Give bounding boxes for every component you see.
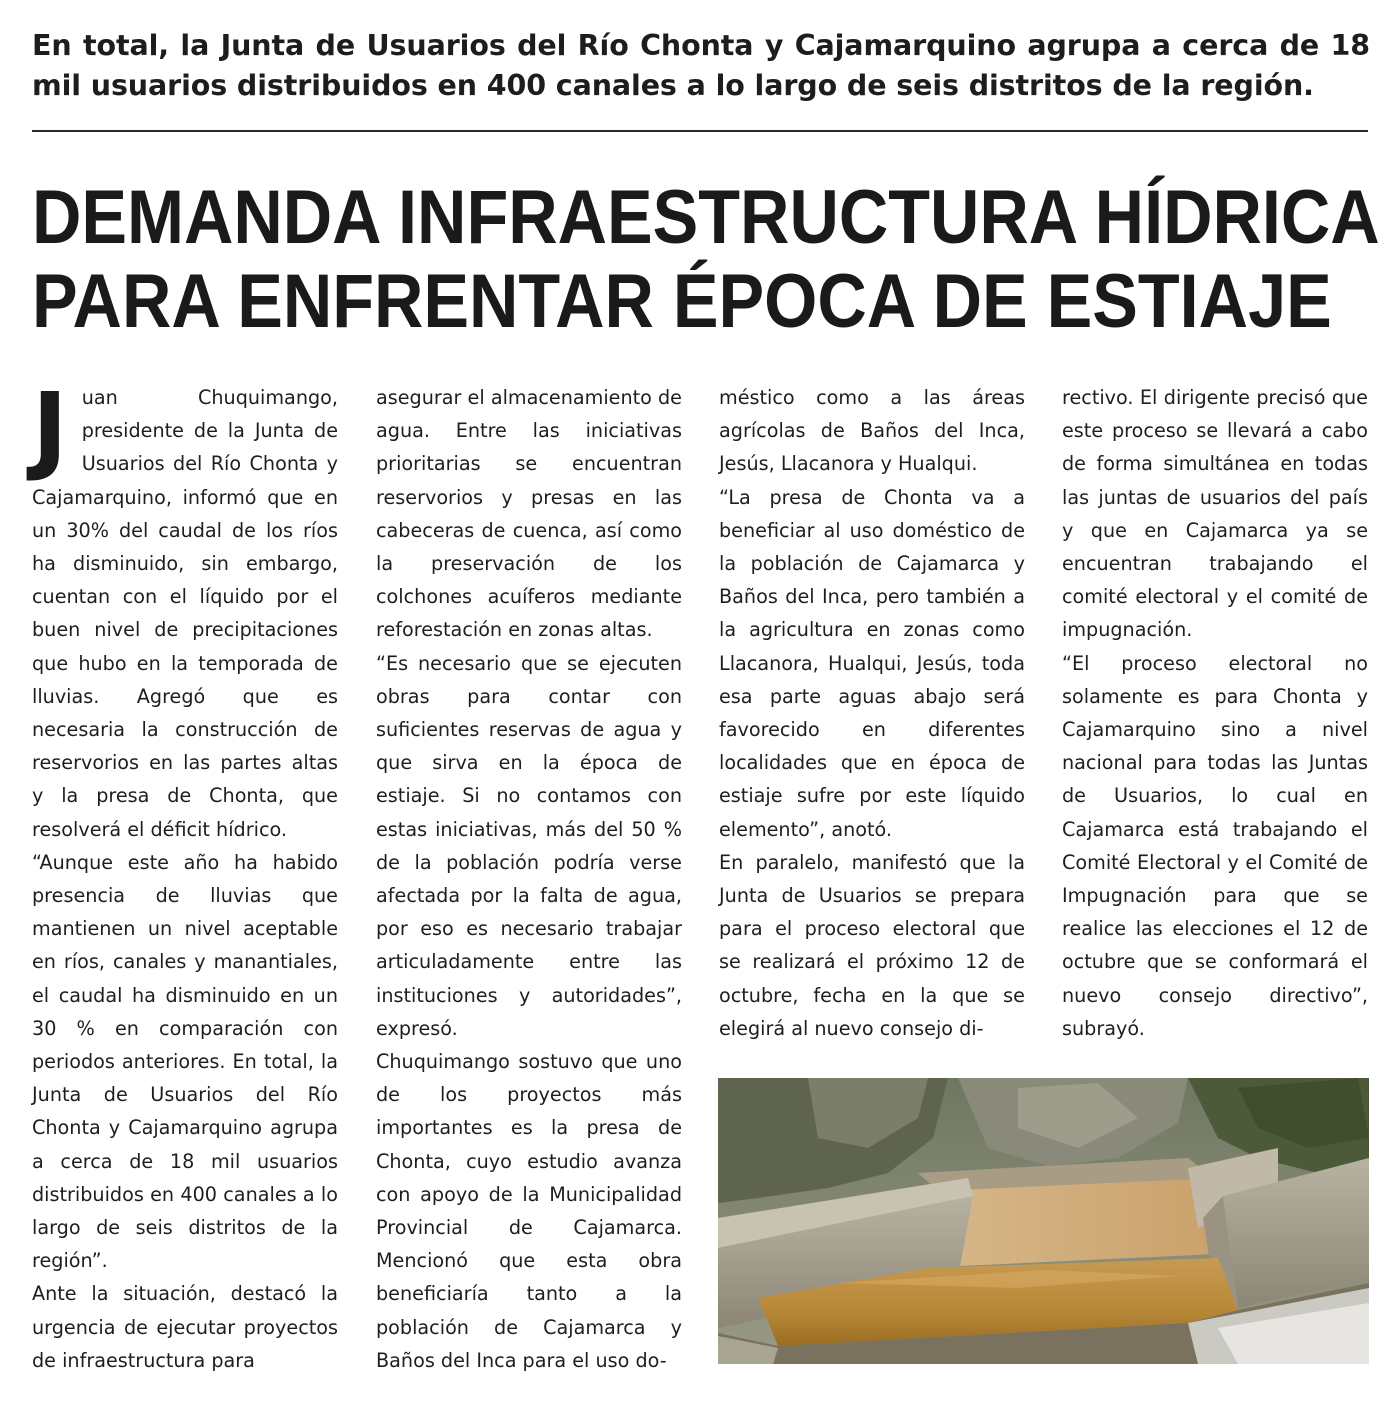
- article-paragraph: “La presa de Chonta va a beneficiar al uso doméstico de la población de Cajamarca y Baños del Inca, pero también a la agricultura en zonas como Llacanora, Hualqui, Jesús, toda esa parte aguas abajo será favorecido en diferentes localidades que en época de estiaje sufre por este líquido elemento”, anotó.: [719, 485, 1025, 841]
- article-paragraph: [32, 372, 338, 846]
- headline-line-2: PARA ENFRENTAR ÉPOCA DE ESTIAJE: [32, 259, 1332, 344]
- article-column-2: [376, 381, 682, 1377]
- article-paragraph: En paralelo, manifestó que la Junta de Usuarios se prepara para el proceso electoral que se realizará el próximo 12 de octubre, fecha en la que se elegirá al nuevo consejo di-: [719, 850, 1025, 1040]
- headline-line-1: DEMANDA INFRAESTRUCTURA HÍDRICA: [32, 175, 1380, 260]
- article-paragraph: “Aunque este año ha habido presencia de lluvias que mantienen un nivel aceptable en ríos, canales y manantiales, el caudal ha disminuido en un 30 % en comparación con periodos anteriores. En total, la Junta de Usuarios del Río Chonta y Cajamarquino agrupa a cerca de 18 mil usuarios distribuidos en 400 canales a lo largo de seis distritos de la región”.: [32, 850, 338, 1273]
- divider-rule: [32, 130, 1368, 132]
- headline: [32, 175, 1380, 344]
- drop-cap: J: [32, 372, 68, 484]
- article-paragraph: Chuquimango sostuvo que uno de los proyectos más importantes es la presa de Chonta, cuyo estudio avanza con apoyo de la Municipalidad Provincial de Cajamarca. Mencionó que esta obra beneficiaría tanto a la población de Cajamarca y Baños del Inca para el uso do-: [376, 1050, 682, 1372]
- article-column-4: [1062, 381, 1368, 1045]
- article-paragraph: “El proceso electoral no solamente es para Chonta y Cajamarquino sino a nivel nacional para todas las Juntas de Usuarios, lo cual en Cajamarca está trabajando el Comité Electoral y el Comité de Impugnación para que se realice las elecciones el 12 de octubre que se conformará el nuevo consejo directivo”, subrayó.: [1062, 651, 1368, 1040]
- reservoir-photo: [718, 1078, 1369, 1364]
- article-paragraph: “Es necesario que se ejecuten obras para contar con suficientes reservas de agua y que sirva en la época de estiaje. Si no contamos con estas iniciativas, más del 50 % de la población podría verse afectada por la falta de agua, por eso es necesario trabajar articuladamente entre las instituciones y autoridades”, expresó.: [376, 651, 682, 1040]
- article-paragraph: Ante la situación, destacó la urgencia de ejecutar proyectos de infraestructura para: [32, 1282, 338, 1372]
- kicker-summary: En total, la Junta de Usuarios del Río Chonta y Cajamarquino agrupa a cerca de 18 mil usuarios distribuidos en 400 canales a lo largo de seis distritos de la región.: [32, 29, 1370, 102]
- paragraph-text: uan Chuquimango, presidente de la Junta de Usuarios del Río Chonta y Cajamarquino, informó que en un 30% del caudal de los ríos ha disminuido, sin embargo, cuentan con el líquido por el buen nivel de precipitaciones que hubo en la temporada de lluvias. Agregó que es necesaria la construcción de reservorios en las partes altas y la presa de Chonta, que resolverá el déficit hídrico.: [32, 386, 338, 841]
- article-paragraph: rectivo. El dirigente precisó que este proceso se llevará a cabo de forma simultánea en todas las juntas de usuarios del país y que en Cajamarca ya se encuentran trabajando el comité electoral y el comité de impugnación.: [1062, 386, 1368, 642]
- article-paragraph: asegurar el almacenamiento de agua. Entre las iniciativas prioritarias se encuentran reservorios y presas en las cabeceras de cuenca, así como la preservación de los colchones acuíferos mediante reforestación en zonas altas.: [376, 386, 682, 642]
- article-column-3: [719, 381, 1025, 1045]
- article-column-1: [32, 372, 338, 1377]
- reservoir-illustration: [718, 1078, 1369, 1364]
- article-paragraph: méstico como a las áreas agrícolas de Baños del Inca, Jesús, Llacanora y Hualqui.: [719, 386, 1025, 476]
